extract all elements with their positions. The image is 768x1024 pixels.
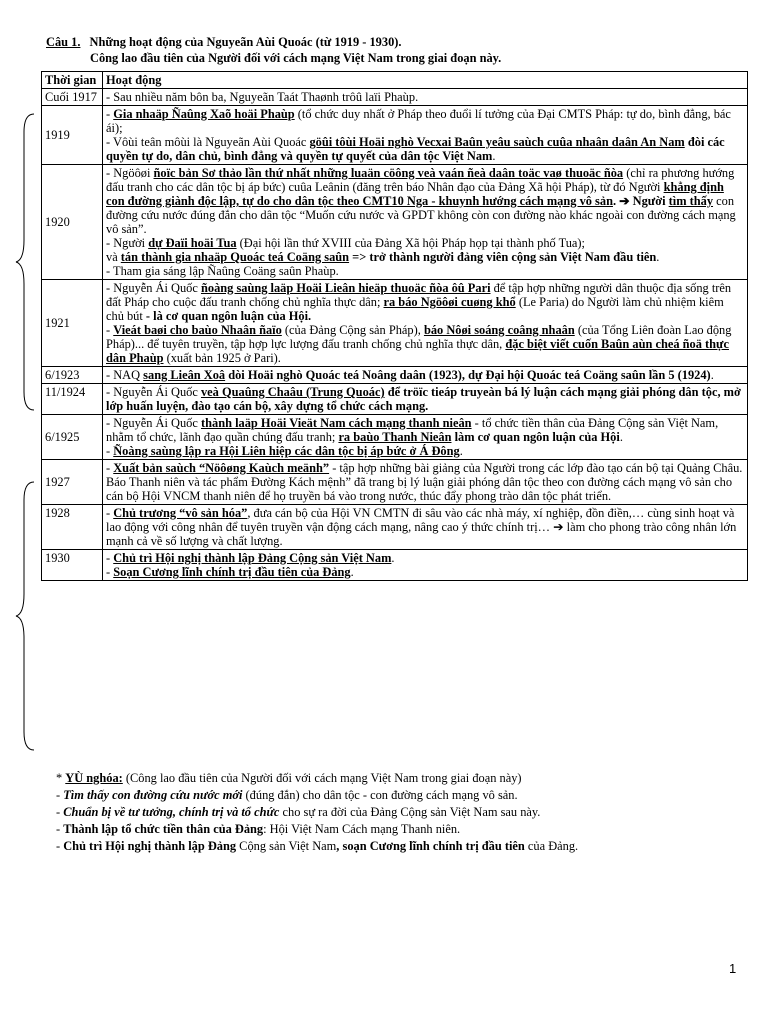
table-row (42, 550, 748, 581)
meaning-section (56, 770, 746, 855)
question-number: Câu 1. (46, 35, 81, 49)
text-segment: => trở thành người đảng viên cộng sản Việt Nam đầu tiên (349, 250, 657, 264)
text-segment: . (459, 444, 463, 458)
text-segment: . ➔ Người (612, 194, 669, 208)
text-segment: tán thành gia nhaäp Quoác teá Coäng saûn (120, 250, 350, 264)
text-segment: tìm thấy (668, 194, 714, 208)
text-segment: Chủ trì Hội nghị thành lập Đảng (63, 839, 237, 853)
text-segment: (chỉ ra phương hướng đấu tranh cho các dân tộc bị áp bức) cuûa Leânin (đăng trên báo Nhân đạo của Đảng Xã hội Pháp), từ đó Người (106, 166, 735, 194)
document-heading (46, 34, 746, 66)
left-brace-bottom (14, 480, 36, 752)
table-row (42, 415, 748, 460)
activity-cell (103, 165, 748, 280)
text-segment: . (350, 565, 354, 579)
text-segment: göûi tôùi Hoäi nghò Vecxai Baûn yeâu saùch cuûa nhaân daân An Nam (309, 135, 685, 149)
text-segment: veà Quaûng Chaâu (Trung Quoác) (200, 385, 385, 399)
meaning-item (56, 804, 746, 821)
text-segment: cách mạng thanh nieân (345, 416, 472, 430)
text-segment: * (56, 771, 66, 785)
text-segment: Chuẩn bị về tư tưởng, chính trị và tổ chức (63, 805, 280, 819)
text-segment: Ñoàng saùng lập ra Hội Liên hiệp các dân tộc bị áp bức ở Á Đông (113, 444, 460, 458)
text-segment: Chủ trương “vô sản hóa” (113, 506, 248, 520)
text-segment: Cộng sản Việt Nam (236, 839, 337, 853)
text-segment: - NAQ (106, 368, 144, 382)
meaning-item (56, 838, 746, 855)
text-segment: - Nguyễn Ái Quốc (106, 385, 201, 399)
text-segment: để tập hợp những người dân thuộc địa sống trên đất Pháp cho cuộc đấu tranh chống chủ nghĩa thực dân; (106, 281, 732, 309)
text-segment: , đưa cán bộ của Hội VN CMTN đi sâu vào các nhà máy, xí nghiệp, đồn điền,… cùng sinh hoạt và lao động với công nhân để tuyên truyền vận động cách mạng, nâng cao ý thức chính trị… ➔ làm cho phong trào công nhân lớn mạnh cả về số lượng và chất lượng. (106, 506, 737, 548)
text-segment: - Nguyễn Ái Quốc (106, 281, 201, 295)
text-segment: - Ngöôøi (106, 166, 154, 180)
text-segment: - là cơ quan ngôn luận của Hội. (145, 309, 312, 323)
activity-cell (103, 89, 748, 106)
text-segment: - (106, 107, 114, 121)
text-segment: ra baùo Thanh Nieân (338, 430, 452, 444)
text-segment: dòi Hoäi nghò Quoác teá Noâng daân (1923), dự Đại hội Quoác teá Coäng saûn (225, 368, 646, 382)
page-number: 1 (729, 961, 737, 976)
text-segment: . (710, 368, 714, 382)
activities-table (41, 71, 748, 581)
text-segment: - (106, 461, 114, 475)
text-segment: Tìm thấy con đường cứu nước mới (63, 788, 243, 802)
time-cell: 6/1923 (42, 367, 103, 384)
text-segment: con đường cứu nước đúng đắn cho dân tộc “Muốn cứu nước và GPDT không còn con đường nào khác ngoài con đường cách mạng vô sản”. (106, 194, 736, 236)
text-segment: và (106, 250, 121, 264)
text-segment: - (106, 506, 114, 520)
text-segment: - Tham gia sáng lập Ñaûng Coäng saûn Phaùp. (106, 264, 339, 278)
activity-cell (103, 384, 748, 415)
text-segment: - (106, 565, 114, 579)
text-segment: : Hội Việt Nam Cách mạng Thanh niên. (263, 822, 461, 836)
text-segment: - Nguyễn Ái Quốc (106, 416, 201, 430)
text-segment: - Vôùi teân môùi là Nguyeãn Aùi Quoác (106, 135, 310, 149)
text-segment: . (619, 430, 623, 444)
time-cell: 6/1925 (42, 415, 103, 460)
text-segment: Chủ trì Hội nghị thành lập Đảng Cộng sản Việt Nam (113, 551, 392, 565)
text-segment: (của Tổng Liên đoàn Lao động Pháp)... để tuyên truyền, tập hợp lực lượng đấu tranh chống chủ nghĩa thực dân, (106, 323, 732, 351)
table-body (42, 89, 748, 581)
text-segment: (của Đảng Cộng sản Pháp), (281, 323, 424, 337)
text-segment: cho sự ra đời của Đảng Cộng sản Việt Nam sau này. (279, 805, 541, 819)
text-segment: . (656, 250, 660, 264)
header-time: Thời gian (42, 72, 103, 89)
meaning-title-line (56, 770, 746, 787)
text-segment: (Đại hội lần thứ XVIII của Đảng Xã hội Pháp họp tại thành phố Tua); (236, 236, 585, 250)
header-activity: Hoạt động (103, 72, 748, 89)
text-segment: ñoàng saùng laäp Hoäi Lieân hieäp thuoäc ñòa ôû Pari (200, 281, 491, 295)
text-segment: . (492, 149, 496, 163)
text-segment: lần 5 (1924) (645, 368, 711, 382)
meaning-item (56, 821, 746, 838)
table-row (42, 505, 748, 550)
table-row (42, 165, 748, 280)
question-title: Những hoạt động của Nguyeãn Aùi Quoác (từ 1919 - 1930). (89, 35, 402, 49)
activity-cell (103, 367, 748, 384)
text-segment: , soạn Cương lĩnh chính trị đầu tiên (336, 839, 525, 853)
activity-cell (103, 505, 748, 550)
activity-cell (103, 550, 748, 581)
table-row (42, 384, 748, 415)
time-cell: 1921 (42, 280, 103, 367)
time-cell: 1930 (42, 550, 103, 581)
table-row (42, 106, 748, 165)
text-segment: - (106, 444, 114, 458)
text-segment: khẳng định con đường giành độc lập, tự do cho dân tộc theo CMT10 Nga - khuynh hướng cách mạng vô sản (106, 180, 724, 208)
text-segment: - (56, 839, 64, 853)
text-segment: Xuất bản saùch “Nöôøng Kaùch meänh” (113, 461, 330, 475)
text-segment: . (391, 551, 395, 565)
text-segment: của Đảng. (524, 839, 579, 853)
table-header-row (42, 72, 748, 89)
text-segment: thành laäp Hoäi Vieät Nam (200, 416, 346, 430)
table-row (42, 89, 748, 106)
time-cell: 1919 (42, 106, 103, 165)
text-segment: - (106, 551, 114, 565)
activity-cell (103, 415, 748, 460)
text-segment: Thành lập tổ chức tiền thân của Đảng (63, 822, 264, 836)
text-segment: - tập hợp những bài giảng của Người trong các lớp đào tạo cán bộ tại Quảng Châu. Báo Thanh niên và tác phẩm Đường Kách mệnh” đã trang bị lý luận giải phóng dân tộc theo con đường cách mạng vô sản cho cán bộ Hội VNCM thanh niên để họ truyền bá vào trong nước, thúc đẩy phong trào dân tộc phát triển. (106, 461, 743, 503)
text-segment: - (106, 323, 114, 337)
time-cell: 1928 (42, 505, 103, 550)
text-segment: (tổ chức duy nhất ở Pháp theo đuổi lí tưởng của Đại CMTS Pháp: tự do, bình đẳng, bác ái); (106, 107, 731, 135)
activity-cell (103, 460, 748, 505)
table-row (42, 367, 748, 384)
text-segment: - tổ chức tiền thân của Đảng Cộng sản Việt Nam, nhằm tổ chức, lãnh đạo quần chúng đấu tranh; (106, 416, 719, 444)
activity-cell (103, 280, 748, 367)
text-segment: YÙ nghóa: (65, 771, 123, 785)
text-segment: ra báo Ngöôøi cuøng khổ (383, 295, 516, 309)
text-segment: dự Đaïi hoäi Tua (148, 236, 237, 250)
text-segment: - (56, 788, 64, 802)
text-segment: (xuất bản 1925 ở Pari). (163, 351, 281, 365)
text-segment: ñoïc bản Sơ thảo lần thứ nhất những luaän cöông veà vaán ñeà daân toäc vaø thuoäc ñòa (153, 166, 624, 180)
text-segment: sang Lieân Xoâ (143, 368, 226, 382)
left-brace-top (14, 112, 36, 412)
text-segment: - Sau nhiều năm bôn ba, Nguyeãn Taát Thaønh trôû laïi Phaùp. (106, 90, 419, 104)
table-row (42, 460, 748, 505)
text-segment: - Người (106, 236, 149, 250)
text-segment: để tröïc tieáp truyeàn bá lý luận cách mạng giải phóng dân tộc, mở lớp huấn luyện, đào tạo cán bộ, xây dựng tổ chức cách mạng. (106, 385, 741, 413)
text-segment: (Công lao đầu tiên của Người đối với cách mạng Việt Nam trong giai đoạn này) (122, 771, 522, 785)
time-cell: Cuối 1917 (42, 89, 103, 106)
activity-cell (103, 106, 748, 165)
time-cell: 1927 (42, 460, 103, 505)
table-row (42, 280, 748, 367)
text-segment: - (56, 805, 64, 819)
time-cell: 1920 (42, 165, 103, 280)
text-segment: - (56, 822, 64, 836)
question-subtitle: Công lao đầu tiên của Người đối với cách mạng Việt Nam trong giai đoạn này. (90, 51, 502, 65)
text-segment: làm cơ quan ngôn luận của Hội (451, 430, 620, 444)
text-segment: Vieát baøi cho baùo Nhaân ñaïo (113, 323, 282, 337)
text-segment: đặc biệt viết cuốn Baûn aùn cheá ñoä thực dân Phaùp (106, 337, 729, 365)
text-segment: (Le Paria) do Người làm chủ nhiệm kiêm chủ bút (106, 295, 724, 323)
text-segment: báo Nôøi soáng coâng nhaân (423, 323, 575, 337)
time-cell: 11/1924 (42, 384, 103, 415)
text-segment: Gia nhaäp Ñaûng Xaõ hoäi Phaùp (113, 107, 295, 121)
text-segment: (đúng đắn) cho dân tộc - con đường cách mạng vô sản. (242, 788, 518, 802)
text-segment: đòi các quyền tự do, dân chủ, bình đẳng và quyền tự quyết của dân tộc Việt Nam (106, 135, 725, 163)
meaning-item (56, 787, 746, 804)
text-segment: Soạn Cương lĩnh chính trị đầu tiên của Đảng (113, 565, 351, 579)
